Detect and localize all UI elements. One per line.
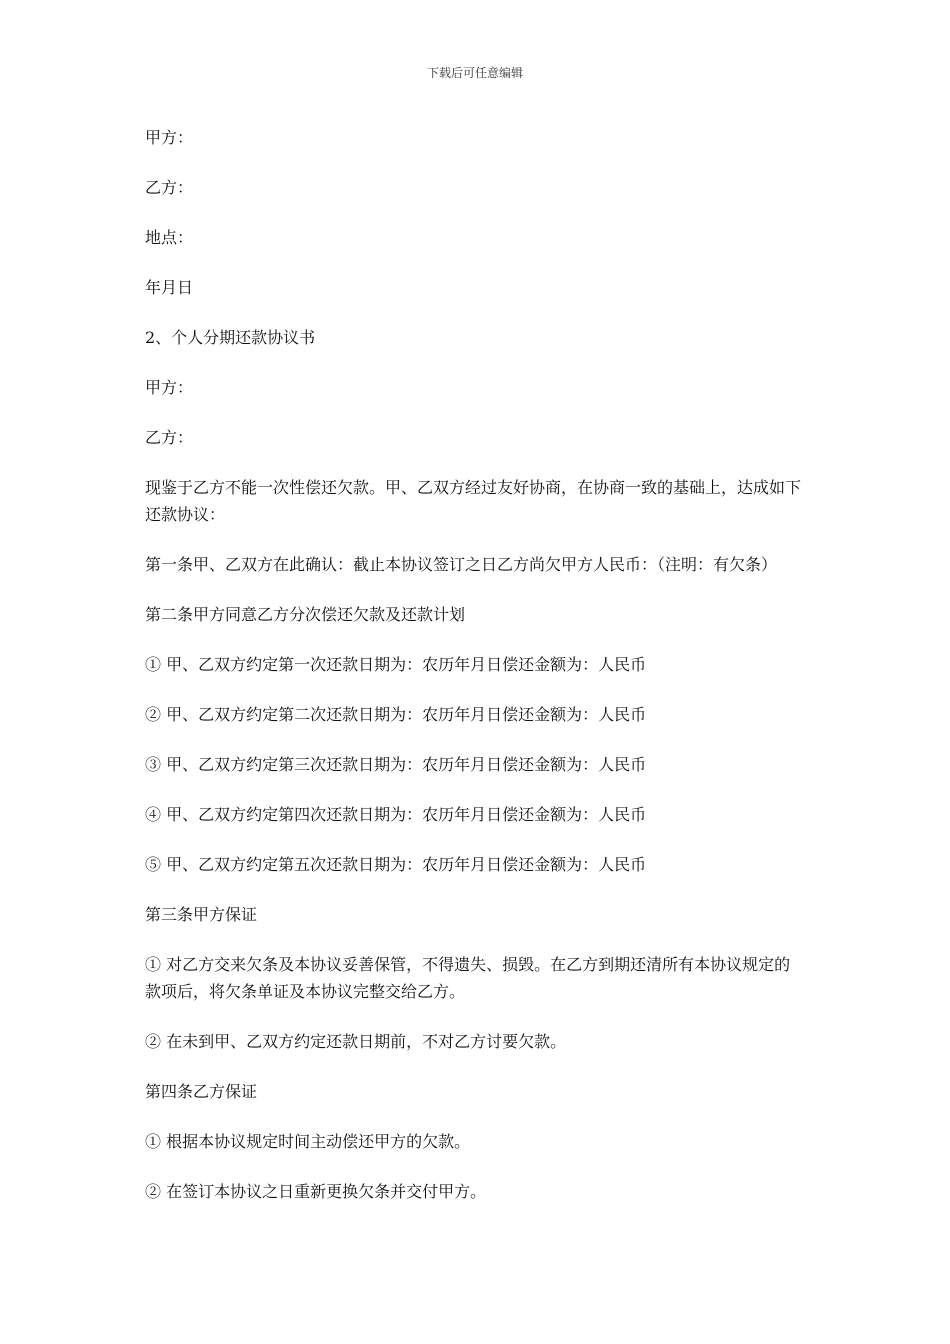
preamble-paragraph: 现鉴于乙方不能一次性偿还欠款。甲、乙双方经过友好协商，在协商一致的基础上，达成如下还款协议： (145, 478, 802, 524)
installment-1: ① 甲、乙双方约定第一次还款日期为：农历年月日偿还金额为：人民币 (145, 655, 647, 674)
party-a-label-2: 甲方： (145, 378, 194, 397)
installment-4: ④ 甲、乙双方约定第四次还款日期为：农历年月日偿还金额为：人民币 (145, 805, 647, 824)
document-body (145, 124, 805, 1228)
party-a-label: 甲方： (145, 128, 194, 147)
party-b-label-2: 乙方： (145, 428, 194, 447)
article-4-item-1: ① 根据本协议规定时间主动偿还甲方的欠款。 (145, 1132, 471, 1151)
article-2-title: 第二条甲方同意乙方分次偿还欠款及还款计划 (145, 605, 466, 624)
section-title: 2、个人分期还款协议书 (145, 328, 316, 347)
page-header: 下载后可任意编辑 (426, 66, 523, 80)
article-3-item-1: ① 对乙方交来欠条及本协议妥善保管，不得遗失、损毁。在乙方到期还清所有本协议规定的款项后，将欠条单证及本协议完整交给乙方。 (145, 955, 791, 1001)
party-b-label: 乙方： (145, 178, 194, 197)
article-4-title: 第四条乙方保证 (145, 1082, 258, 1101)
article-3-title: 第三条甲方保证 (145, 905, 258, 924)
article-1: 第一条甲、乙双方在此确认：截止本协议签订之日乙方尚欠甲方人民币：（注明：有欠条） (145, 555, 778, 574)
article-3-item-2: ② 在未到甲、乙双方约定还款日期前，不对乙方讨要欠款。 (145, 1032, 567, 1051)
installment-2: ② 甲、乙双方约定第二次还款日期为：农历年月日偿还金额为：人民币 (145, 705, 647, 724)
installment-3: ③ 甲、乙双方约定第三次还款日期为：农历年月日偿还金额为：人民币 (145, 755, 647, 774)
location-label: 地点： (145, 228, 194, 247)
installment-5: ⑤ 甲、乙双方约定第五次还款日期为：农历年月日偿还金额为：人民币 (145, 855, 647, 874)
article-4-item-2: ② 在签订本协议之日重新更换欠条并交付甲方。 (145, 1182, 487, 1201)
date-label: 年月日 (145, 278, 194, 297)
